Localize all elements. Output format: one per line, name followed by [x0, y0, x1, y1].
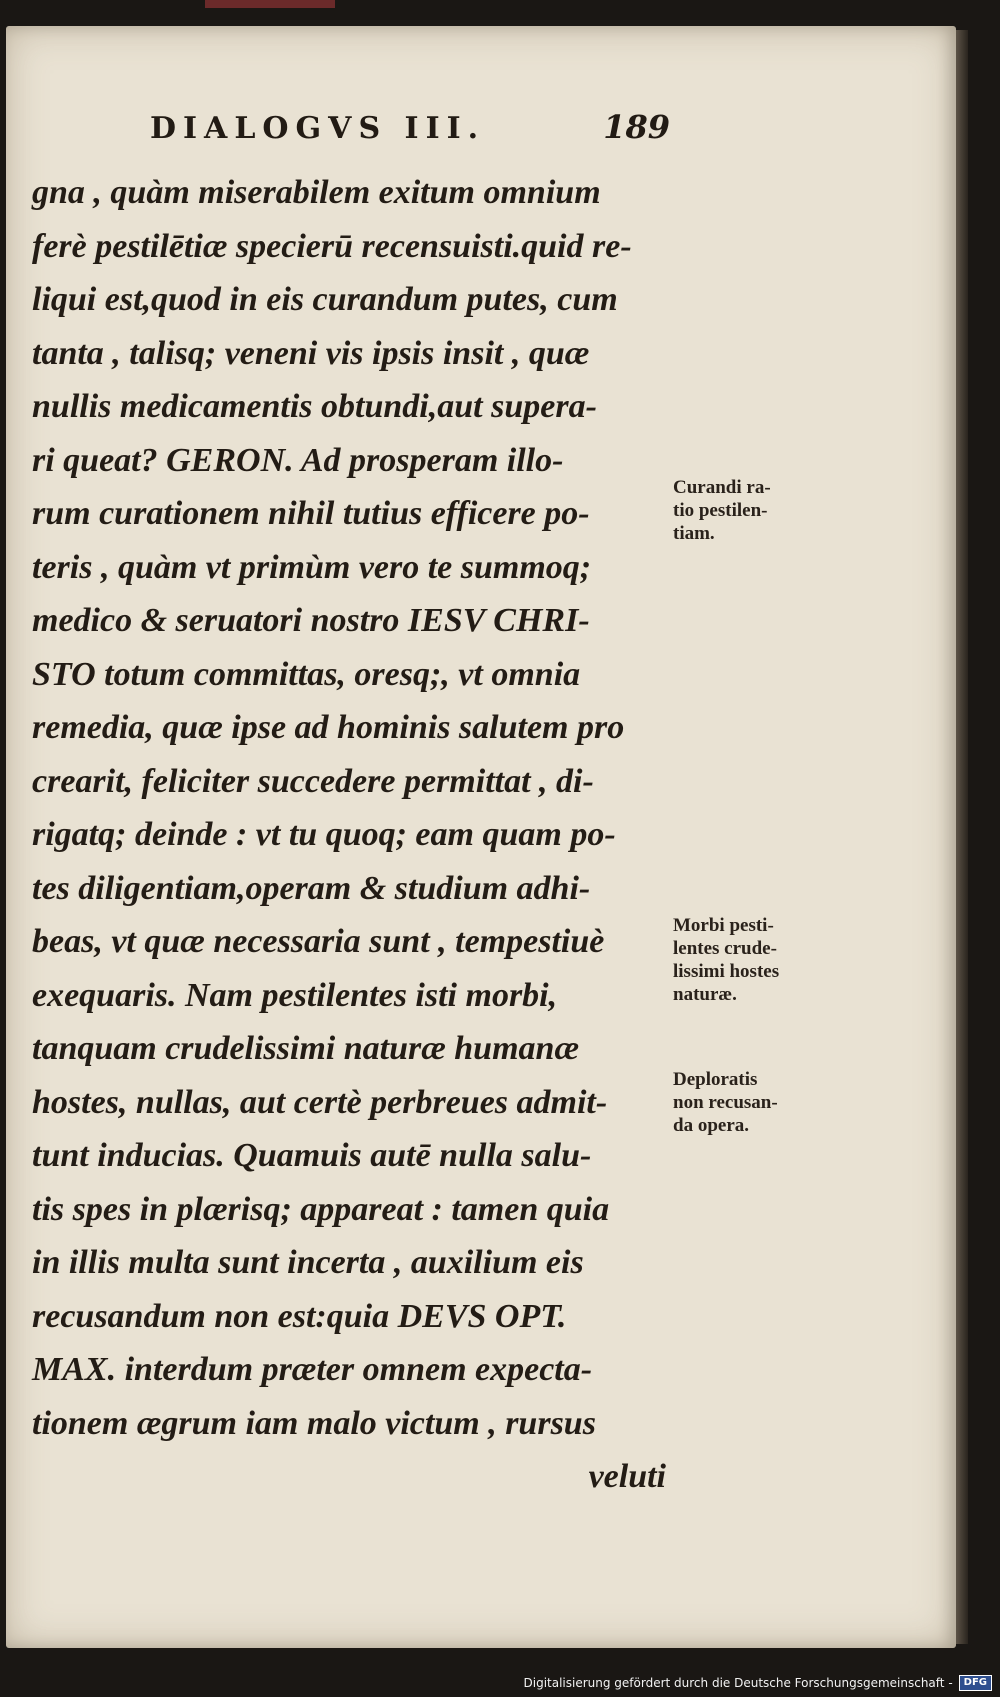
margin-note-deploratis [673, 1068, 823, 1137]
text-line: tanquam crudelissimi naturæ humanæ [32, 1030, 580, 1067]
margin-note-line: naturæ. [673, 984, 737, 1005]
margin-note-line: Morbi pesti- [673, 915, 774, 936]
text-line: in illis multa sunt incerta , auxilium eis [32, 1244, 584, 1281]
text-line: gna , quàm miserabilem exitum omnium [32, 174, 601, 211]
page-number: 189 [603, 108, 670, 146]
text-line: STO totum committas, oresq;, vt omnia [32, 655, 581, 693]
margin-note-curandi [673, 476, 823, 545]
text-line: exequaris. Nam pestilentes isti morbi, [32, 976, 558, 1014]
text-line: rigatq; deinde : vt tu quoq; eam quam po- [32, 816, 616, 853]
body-text [32, 166, 672, 1504]
text-line: tunt inducias. Quamuis autē nulla salu- [32, 1137, 592, 1174]
running-header [150, 108, 670, 158]
text-line: beas, vt quæ necessaria sunt , tempestiuè [32, 923, 605, 960]
margin-note-line: Curandi ra- [673, 477, 771, 498]
text-line: tes diligentiam,operam & studium adhi- [32, 869, 591, 907]
text-line: MAX. interdum præter omnem expecta- [32, 1351, 593, 1388]
margin-note-line: tio pestilen- [673, 500, 768, 521]
dfg-logo-icon: DFG [959, 1675, 992, 1691]
text-line: tanta , talisq; veneni vis ipsis insit , quæ [32, 334, 590, 372]
text-line: ferè pestilētiæ specierū recensuisti.quid re- [32, 227, 632, 265]
margin-note-line: non recusan- [673, 1092, 778, 1113]
binding-edge [205, 0, 335, 8]
header-title: DIALOGVS III. [150, 111, 486, 146]
page-edge [956, 30, 968, 1644]
text-line: teris , quàm vt primùm vero te summoq; [32, 548, 592, 586]
digitization-credit [524, 1673, 993, 1693]
margin-note-line: da opera. [673, 1115, 749, 1136]
margin-note-line: lentes crude- [673, 938, 777, 959]
text-line: rum curationem nihil tutius efficere po- [32, 495, 590, 532]
margin-note-morbi [673, 914, 823, 1006]
margin-note-line: tiam. [673, 523, 715, 544]
text-line: liqui est,quod in eis curandum putes, cum [32, 281, 618, 318]
text-line: remedia, quæ ipse ad hominis salutem pro [32, 709, 625, 746]
margin-note-line: Deploratis [673, 1069, 758, 1090]
text-line: tionem ægrum iam malo victum , rursus [32, 1404, 596, 1442]
catchword: veluti [588, 1458, 666, 1495]
text-line: hostes, nullas, aut certè perbreues admit- [32, 1083, 608, 1121]
text-line: recusandum non est:quia DEVS OPT. [32, 1297, 567, 1335]
text-line: medico & seruatori nostro IESV CHRI- [32, 602, 590, 639]
credit-text: Digitalisierung gefördert durch die Deutsche Forschungsgemeinschaft - [523, 1676, 953, 1690]
text-line: tis spes in plærisq; appareat : tamen quia [32, 1190, 610, 1228]
text-line: ri queat? GERON. Ad prosperam illo- [32, 441, 564, 479]
text-line: crearit, feliciter succedere permittat , di- [32, 762, 594, 800]
text-line: nullis medicamentis obtundi,aut supera- [32, 388, 597, 425]
margin-note-line: lissimi hostes [673, 961, 780, 982]
